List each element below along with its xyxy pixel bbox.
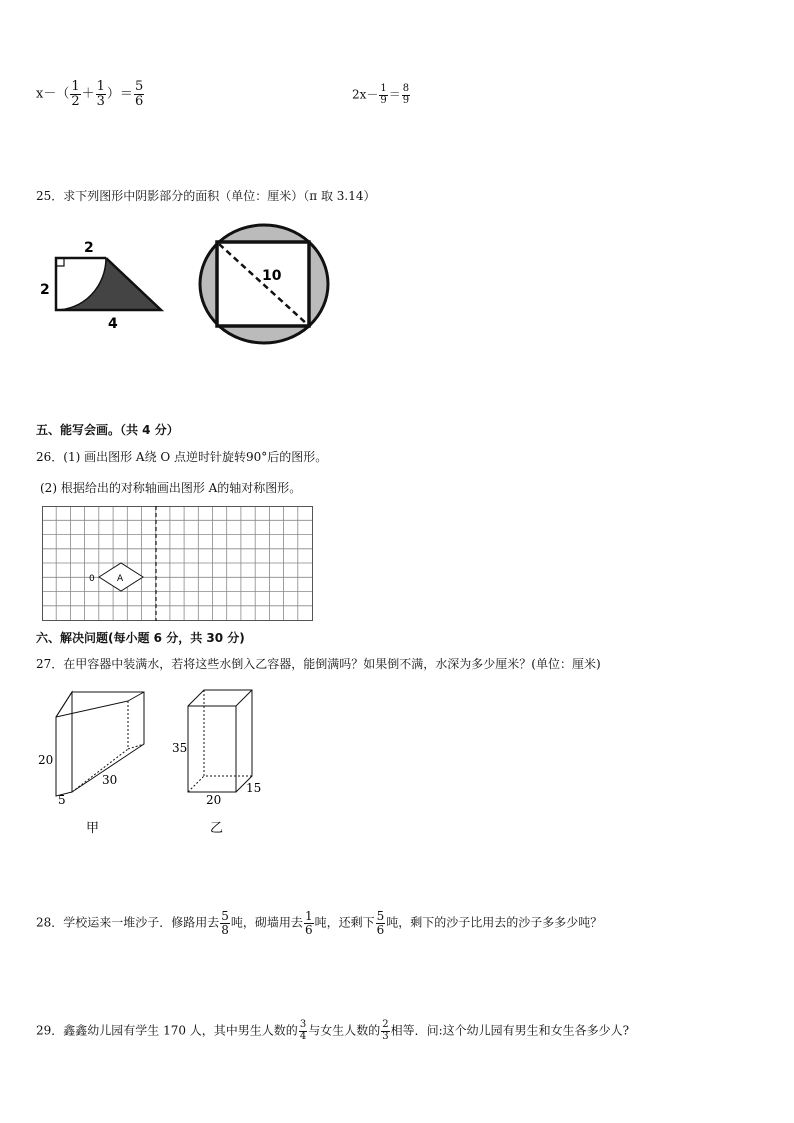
eq1-f1-num: 1 bbox=[71, 79, 80, 94]
equation-2 bbox=[352, 84, 411, 106]
q29-part-a: 29．鑫鑫幼儿园有学生 170 人，其中男生人数的 bbox=[36, 1023, 298, 1038]
yi-length-label: 20 bbox=[206, 793, 222, 807]
section-5-title: 五、能写会画。（共 4 分） bbox=[36, 423, 179, 437]
jia-height-label: 20 bbox=[38, 753, 54, 767]
drawing-grid bbox=[42, 506, 314, 622]
fig1-top-label: 2 bbox=[84, 240, 94, 256]
q26-part-2: (2) 根据给出的对称轴画出图形 A的轴对称图形。 bbox=[40, 481, 302, 495]
q28-f2-num: 1 bbox=[304, 909, 313, 923]
q29-fraction-2 bbox=[381, 1020, 389, 1042]
container-yi bbox=[170, 686, 270, 836]
q29-part-b: 与女生人数的 bbox=[308, 1023, 381, 1038]
q29-fraction-1 bbox=[299, 1020, 307, 1042]
q28-part-b: 吨，砌墙用去 bbox=[230, 915, 303, 930]
container-jia bbox=[36, 686, 160, 836]
q28-text bbox=[36, 910, 602, 936]
q28-fraction-2 bbox=[304, 910, 314, 936]
q28-part-c: 吨，还剩下 bbox=[314, 915, 375, 930]
q28-part-d: 吨，剩下的沙子比用去的沙子多多少吨？ bbox=[386, 915, 603, 930]
eq2-r-num: 8 bbox=[402, 83, 410, 94]
eq1-f2-den: 3 bbox=[96, 93, 105, 109]
fig2-diagonal-label: 10 bbox=[262, 268, 282, 284]
q28-f1-den: 8 bbox=[221, 922, 229, 937]
q28-f2-den: 6 bbox=[304, 922, 313, 937]
eq1-close: ）＝ bbox=[106, 86, 133, 102]
yi-front-face bbox=[188, 706, 236, 792]
q29-f1-num: 3 bbox=[299, 1019, 307, 1030]
jia-top-left-edge bbox=[56, 692, 72, 717]
q28-fraction-1 bbox=[220, 910, 230, 936]
jia-name: 甲 bbox=[86, 821, 100, 836]
section-6-title: 六、解决问题(每小题 6 分，共 30 分) bbox=[36, 631, 245, 645]
jia-hidden-bottom bbox=[72, 749, 128, 792]
eq2-eq: ＝ bbox=[388, 87, 401, 102]
eq1-fraction-1 bbox=[70, 80, 80, 108]
point-o-label: 0 bbox=[89, 574, 95, 584]
eq2-fraction-1 bbox=[379, 84, 387, 106]
q25-text: 25．求下列图形中阴影部分的面积（单位：厘米）（π 取 3.14） bbox=[36, 189, 376, 203]
q29-f2-den: 3 bbox=[382, 1030, 389, 1042]
jia-width-label: 5 bbox=[58, 793, 66, 807]
eq1-r-num: 5 bbox=[134, 79, 144, 94]
eq1-prefix: x－（ bbox=[36, 86, 70, 102]
eq2-result bbox=[402, 84, 410, 106]
eq2-r-den: 9 bbox=[402, 94, 410, 106]
jia-top-front-edge bbox=[56, 701, 128, 717]
eq1-result bbox=[134, 80, 144, 108]
fig1-left-label: 2 bbox=[40, 282, 50, 298]
q29-text bbox=[36, 1020, 629, 1042]
q28-f1-num: 5 bbox=[221, 909, 229, 923]
yi-width-label: 15 bbox=[246, 781, 262, 795]
eq1-r-den: 6 bbox=[134, 93, 144, 109]
eq1-f2-num: 1 bbox=[96, 79, 105, 94]
yi-name: 乙 bbox=[210, 821, 224, 836]
q28-f3-den: 6 bbox=[376, 922, 385, 937]
q29-f2-num: 2 bbox=[382, 1019, 389, 1030]
eq2-prefix: 2x－ bbox=[352, 87, 379, 102]
jia-front-face bbox=[56, 692, 72, 796]
q25-figure-2 bbox=[196, 222, 332, 346]
q26-part-1: 26．(1) 画出图形 A绕 O 点逆时针旋转90°后的图形。 bbox=[36, 450, 328, 464]
q25-figure-1 bbox=[36, 228, 171, 333]
eq2-f1-num: 1 bbox=[380, 83, 387, 94]
jia-hidden-bottom-right bbox=[128, 744, 144, 749]
shape-a-label: A bbox=[117, 574, 124, 584]
yi-height-label: 35 bbox=[172, 741, 188, 755]
q28-f3-num: 5 bbox=[376, 909, 385, 923]
q29-f1-den: 4 bbox=[299, 1030, 307, 1042]
q28-fraction-3 bbox=[376, 910, 386, 936]
q29-part-c: 相等．问:这个幼儿园有男生和女生各多少人? bbox=[390, 1023, 630, 1038]
q27-text: 27．在甲容器中装满水，若将这些水倒入乙容器，能倒满吗？如果倒不满，水深为多少厘米？(单位：厘米) bbox=[36, 657, 601, 671]
grid-lines bbox=[42, 506, 312, 620]
eq2-f1-den: 9 bbox=[380, 94, 387, 106]
eq1-plus: ＋ bbox=[81, 86, 95, 102]
jia-top-right-edge bbox=[128, 692, 144, 701]
q28-part-a: 28．学校运来一堆沙子．修路用去 bbox=[36, 915, 220, 930]
yi-top-right-edge bbox=[236, 690, 252, 706]
eq1-f1-den: 2 bbox=[71, 93, 80, 109]
yi-hidden-edges bbox=[204, 690, 252, 776]
grid-border bbox=[43, 507, 313, 621]
yi-visible-edges bbox=[188, 690, 252, 792]
jia-length-label: 30 bbox=[102, 773, 118, 787]
equation-1 bbox=[36, 80, 145, 108]
yi-hidden-diagonal bbox=[188, 776, 204, 792]
eq1-fraction-2 bbox=[96, 80, 106, 108]
fig1-bottom-label: 4 bbox=[108, 316, 118, 332]
